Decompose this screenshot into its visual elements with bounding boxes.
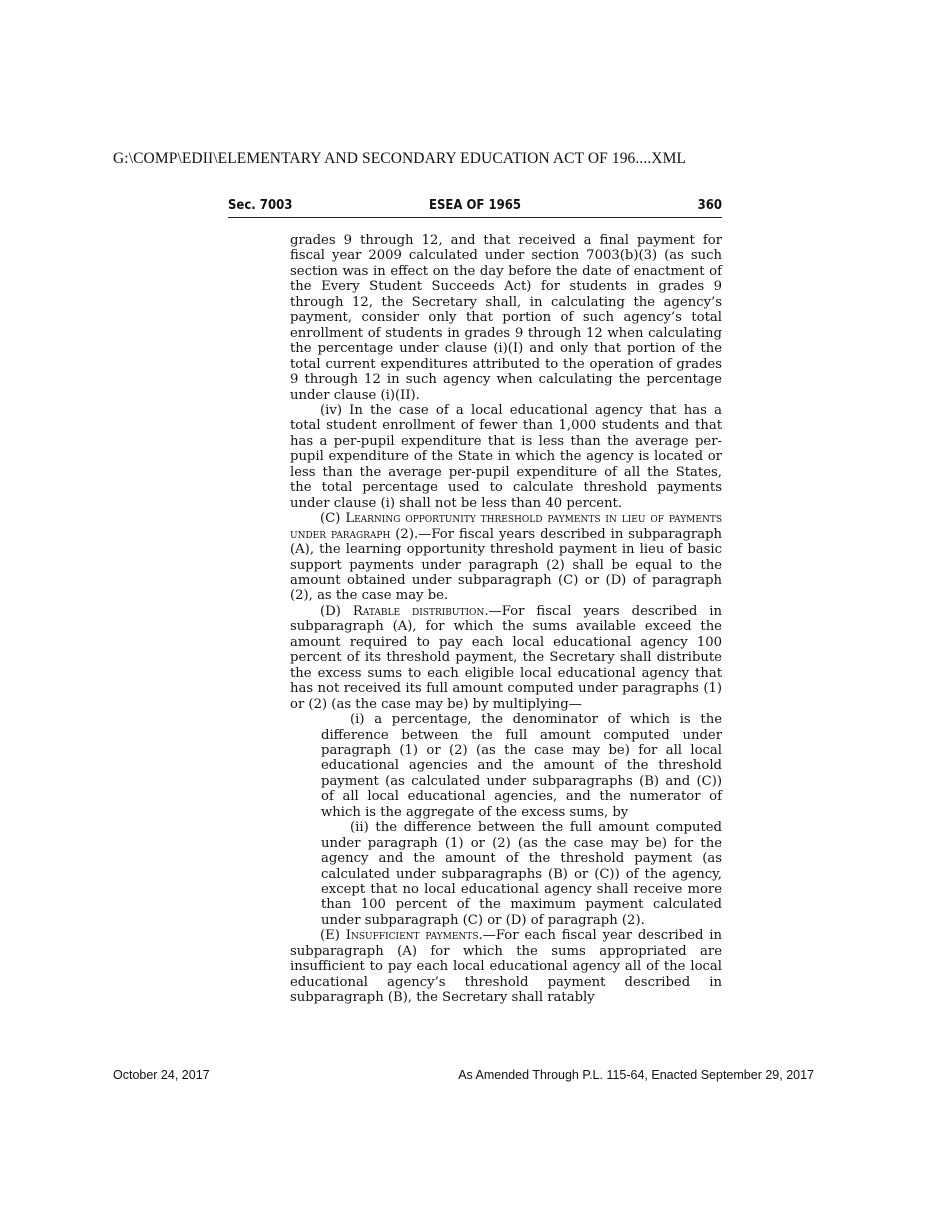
clause-iv: (iv) In the case of a local educational agency that has a total student enrollment of fewer than 1,000 students and that has a per-pupil expenditure that is less than the average per-pupil expenditure of the State in which the agency is located or less than the average per-pupil expenditure of all the States, the total percentage used to calculate threshold payments under clause (i) shall not be less than 40 percent. <box>290 402 722 511</box>
subparagraph-c-text: —For fiscal years described in subparagraph (A), the learning opportunity threshold payment in lieu of basic support payments under paragraph (2) shall be equal to the amount obtained under subparagraph (C) or (D) of paragraph (2), as the case may be. <box>290 526 723 604</box>
page-number: 360 <box>697 198 722 213</box>
clause-ii: (ii) the difference between the full amount computed under paragraph (1) or (2) (as the case may be) for the agency and the amount of the threshold payment (as calculated under subparagraphs (B) or (C)) of the agency, except that no local educational agency shall receive more than 100 percent of the maximum payment calculated under subparagraph (C) or (D) of paragraph (2). <box>321 820 722 928</box>
subparagraph-e-label: (E) <box>320 928 340 944</box>
file-path: G:\COMP\EDII\ELEMENTARY AND SECONDARY EDUCATION ACT OF 196....XML <box>113 150 687 167</box>
footer-date: October 24, 2017 <box>113 1068 210 1082</box>
section-number: Sec. 7003 <box>228 198 293 213</box>
subparagraph-d <box>290 604 722 712</box>
subparagraph-e <box>290 928 722 1005</box>
footer-amended: As Amended Through P.L. 115-64, Enacted September 29, 2017 <box>458 1068 814 1082</box>
subparagraph-d-heading: Ratable distribution. <box>352 603 489 619</box>
running-head <box>228 198 722 218</box>
paragraph-continuation: grades 9 through 12, and that received a final payment for fiscal year 2009 calculated under section 7003(b)(3) (as such section was in effect on the day before the date of enactment of the Every Student Succeeds Act) for students in grades 9 through 12, the Secretary shall, in calculating the agency’s payment, consider only that portion of such agency’s total enrollment of students in grades 9 through 12 when calculating the percentage under clause (i)(I) and only that portion of the total current expenditures attributed to the operation of grades 9 through 12 in such agency when calculating the percentage under clause (i)(II). <box>290 233 722 403</box>
document-title: ESEA OF 1965 <box>428 198 522 213</box>
subparagraph-c <box>290 511 722 604</box>
clause-i: (i) a percentage, the denominator of which is the difference between the full amount computed under paragraph (1) or (2) (as the case may be) for all local educational agencies and the amount of the threshold payment (as calculated under subparagraphs (B) and (C)) of all local educational agencies, and the numerator of which is the aggregate of the excess sums, by <box>321 712 722 820</box>
statute-text <box>290 233 722 1006</box>
subparagraph-d-text: —For fiscal years described in subparagraph (A), for which the sums available exceed the amount required to pay each local educational agency 100 percent of its threshold payment, the Secretary shall distribute the excess sums to each eligible local educational agency that has not received its full amount computed under paragraphs (1) or (2) (as the case may be) by multiplying— <box>290 603 722 712</box>
subparagraph-c-heading: Learning opportunity threshold payments in lieu of payments under paragraph (2). <box>290 511 722 542</box>
subparagraph-d-label: (D) <box>320 603 341 619</box>
subparagraph-e-text: —For each fiscal year described in subparagraph (A) for which the sums appropriated are insufficient to pay each local educational agency all of the local educational agency’s threshold payment described in subparagraph (B), the Secretary shall ratably <box>290 928 722 1006</box>
subparagraph-e-heading: Insufficient payments. <box>345 928 483 944</box>
subparagraph-c-label: (C) <box>320 511 341 527</box>
